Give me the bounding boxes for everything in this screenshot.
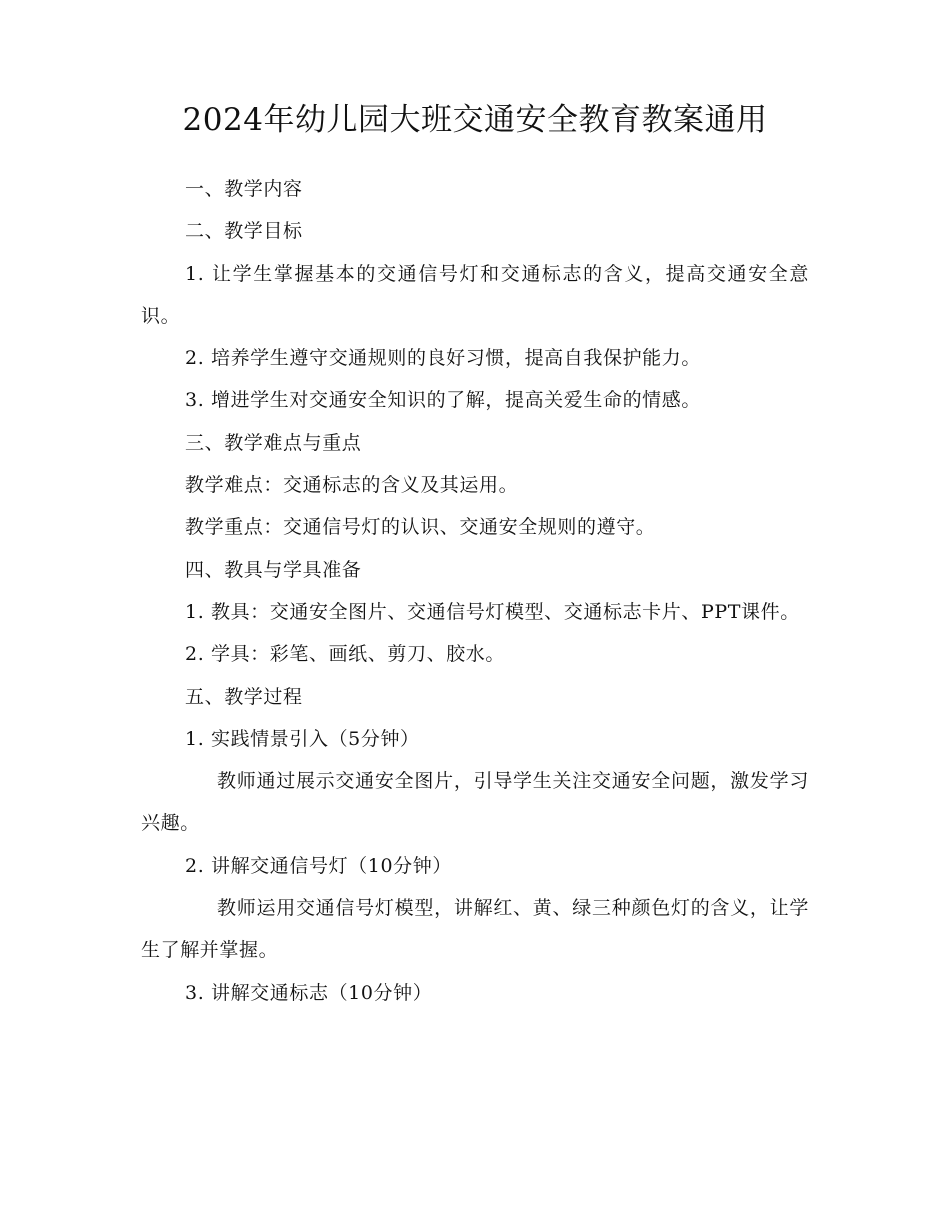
paragraph-teaching-aids: 1. 教具：交通安全图片、交通信号灯模型、交通标志卡片、PPT课件。 [185, 600, 800, 623]
paragraph-step-1-detail: 教师通过展示交通安全图片，引导学生关注交通安全问题，激发学习兴趣。 [141, 770, 809, 835]
paragraph-goal-1: 1. 让学生掌握基本的交通信号灯和交通标志的含义，提高交通安全意识。 [141, 262, 809, 327]
document-body [141, 168, 809, 1014]
paragraph-section-2-heading: 二、教学目标 [185, 220, 303, 243]
paragraph-step-2-detail: 教师运用交通信号灯模型，讲解红、黄、绿三种颜色灯的含义，让学生了解并掌握。 [141, 897, 809, 962]
document-title: 2024年幼儿园大班交通安全教育教案通用 [182, 102, 768, 138]
paragraph-section-1-heading: 一、教学内容 [185, 178, 303, 200]
paragraph-step-3: 3. 讲解交通标志（10分钟） [185, 981, 433, 1004]
paragraph-goal-2: 2. 培养学生遵守交通规则的良好习惯，提高自我保护能力。 [185, 347, 701, 370]
paragraph-goal-3: 3. 增进学生对交通安全知识的了解，提高关爱生命的情感。 [185, 389, 701, 412]
paragraph-difficulty: 教学难点：交通标志的含义及其运用。 [185, 474, 519, 497]
paragraph-section-5-heading: 五、教学过程 [185, 685, 303, 708]
paragraph-step-2: 2. 讲解交通信号灯（10分钟） [185, 854, 452, 877]
paragraph-learning-aids: 2. 学具：彩笔、画纸、剪刀、胶水。 [185, 643, 505, 666]
paragraph-section-3-heading: 三、教学难点与重点 [185, 431, 362, 454]
paragraph-step-1: 1. 实践情景引入（5分钟） [185, 727, 420, 750]
paragraph-key-point: 教学重点：交通信号灯的认识、交通安全规则的遵守。 [185, 516, 656, 539]
paragraph-section-4-heading: 四、教具与学具准备 [185, 558, 362, 581]
